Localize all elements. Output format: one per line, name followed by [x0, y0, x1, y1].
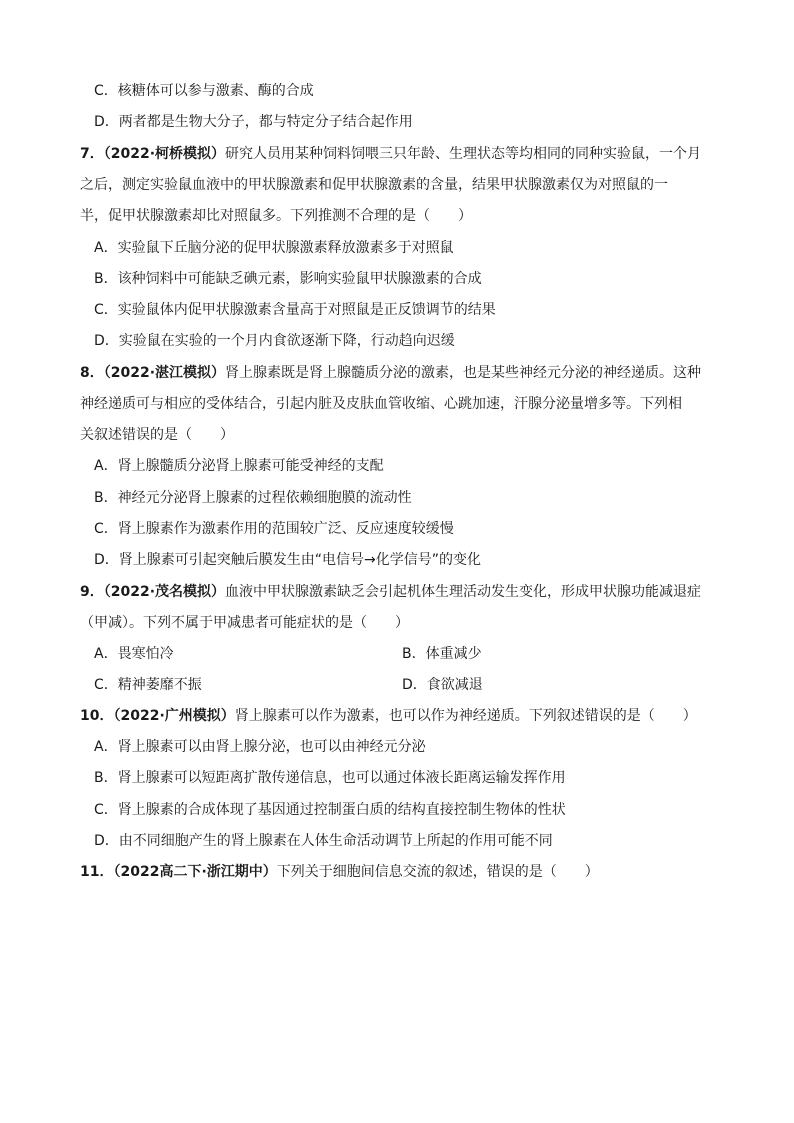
- question-source: （2022·广州模拟）: [113, 708, 235, 724]
- question-10-option-a: A．肾上腺素可以由肾上腺分泌，也可以由神经元分泌: [94, 739, 426, 755]
- question-7-line-3: 半，促甲状腺激素却比对照鼠多。下列推测不合理的是（ ）: [80, 208, 472, 224]
- question-10-option-c: C．肾上腺素的合成体现了基因通过控制蛋白质的结构直接控制生物体的性状: [94, 802, 566, 818]
- question-9-option-a: A．畏寒怕冷: [94, 646, 174, 662]
- question-source: （2022高二下·浙江期中）: [113, 864, 277, 880]
- question-8-option-a: A．肾上腺髓质分泌肾上腺素可能受神经的支配: [94, 458, 384, 474]
- question-8-option-b: B．神经元分泌肾上腺素的过程依赖细胞膜的流动性: [94, 490, 412, 506]
- question-text: 下列关于细胞间信息交流的叙述，错误的是（ ）: [276, 864, 599, 880]
- question-source: （2022·柯桥模拟）: [103, 146, 226, 162]
- question-number: 10．: [80, 708, 114, 724]
- question-source: （2022·湛江模拟）: [103, 365, 226, 381]
- question-8-option-c: C．肾上腺素作为激素作用的范围较广泛、反应速度较缓慢: [94, 521, 454, 537]
- question-10-option-b: B．肾上腺素可以短距离扩散传递信息，也可以通过体液长距离运输发挥作用: [94, 770, 566, 786]
- question-9-option-d: D．食欲减退: [402, 677, 483, 693]
- question-text: 肾上腺素既是肾上腺髓质分泌的激素，也是某些神经元分泌的神经递质。这种: [225, 365, 702, 381]
- question-7-line-1: [80, 144, 701, 164]
- question-10-line-1: [80, 706, 697, 726]
- question-11-line-1: [80, 862, 599, 882]
- question-source: （2022·茂名模拟）: [103, 584, 226, 600]
- question-text: 研究人员用某种饲料饲喂三只年龄、生理状态等均相同的同种实验鼠，一个月: [225, 146, 702, 162]
- question-9-option-b: B．体重减少: [402, 646, 482, 662]
- question-number: 9．: [80, 584, 104, 600]
- question-9-line-2: （甲减）。下列不属于甲减患者可能症状的是（ ）: [80, 615, 409, 631]
- prev-option-c: C．核糖体可以参与激素、酶的合成: [94, 83, 314, 99]
- question-7-option-d: D．实验鼠在实验的一个月内食欲逐渐下降，行动趋向迟缓: [94, 333, 455, 349]
- question-number: 7．: [80, 146, 104, 162]
- question-text: 血液中甲状腺激素缺乏会引起机体生理活动发生变化，形成甲状腺功能减退症: [225, 584, 702, 600]
- question-8-line-2: 神经递质可与相应的受体结合，引起内脏及皮肤血管收缩、心跳加速，汗腺分泌量增多等。下列相: [80, 396, 682, 412]
- question-text: 肾上腺素可以作为激素，也可以作为神经递质。下列叙述错误的是（ ）: [234, 708, 697, 724]
- question-7-line-2: 之后，测定实验鼠血液中的甲状腺激素和促甲状腺激素的含量，结果甲状腺激素仅为对照鼠的一: [80, 177, 668, 193]
- prev-option-d: D．两者都是生物大分子，都与特定分子结合起作用: [94, 114, 413, 130]
- question-7-option-b: B．该种饲料中可能缺乏碘元素，影响实验鼠甲状腺激素的合成: [94, 271, 482, 287]
- question-8-line-1: [80, 363, 701, 383]
- question-9-option-c: C．精神萎靡不振: [94, 677, 202, 693]
- question-7-option-c: C．实验鼠体内促甲状腺激素含量高于对照鼠是正反馈调节的结果: [94, 302, 496, 318]
- question-7-option-a: A．实验鼠下丘脑分泌的促甲状腺激素释放激素多于对照鼠: [94, 240, 454, 256]
- question-8-line-3: 关叙述错误的是（ ）: [80, 427, 234, 443]
- question-10-option-d: D．由不同细胞产生的肾上腺素在人体生命活动调节上所起的作用可能不同: [94, 833, 553, 849]
- question-8-option-d: D．肾上腺素可引起突触后膜发生由“电信号→化学信号”的变化: [94, 552, 482, 568]
- question-number: 11．: [80, 864, 114, 880]
- question-number: 8．: [80, 365, 104, 381]
- question-9-line-1: [80, 582, 701, 602]
